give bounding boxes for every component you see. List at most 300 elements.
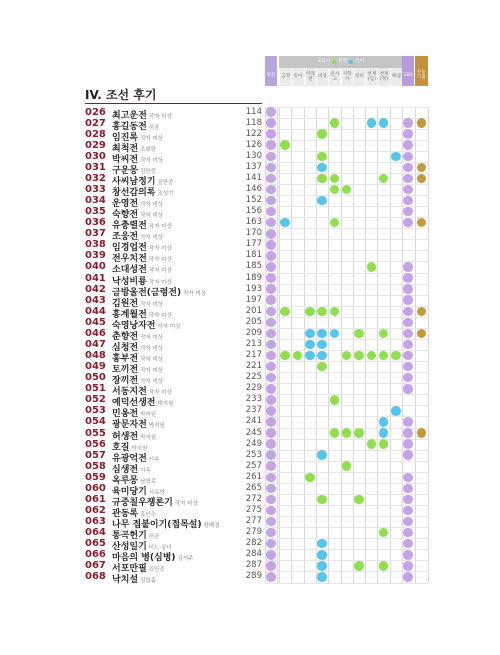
entry-title: 규중칠우쟁론기 [112, 497, 173, 508]
page-number: 229 [245, 383, 262, 394]
category-dot [403, 174, 413, 184]
publisher-column-header: 금성 [279, 68, 291, 86]
toc-row [0, 516, 500, 531]
category-dot [403, 284, 413, 294]
entry-title: 최고운전 [112, 110, 147, 121]
entry-number: 046 [85, 327, 106, 339]
entry-title: 춘향전 [112, 331, 139, 342]
category-dot [330, 218, 340, 228]
entry-title: 옥루몽 [112, 475, 139, 486]
entry-title: 호질 [112, 442, 130, 453]
category-dot [293, 351, 303, 361]
category-dot [305, 473, 315, 483]
entry-number: 036 [85, 217, 106, 229]
grid-line [265, 583, 428, 584]
toc-row [0, 261, 500, 276]
entry-author: 작자 미상 [140, 301, 164, 308]
category-dot [266, 406, 276, 416]
toc-row [0, 128, 500, 143]
category-dot [266, 284, 276, 294]
entry-title: 관동록 [112, 509, 139, 520]
entry-number: 054 [85, 416, 106, 428]
page-number: 233 [245, 394, 262, 405]
entry-author: 김석주 [177, 556, 194, 563]
entry-title: 박씨전 [112, 154, 139, 165]
category-dot [266, 140, 276, 150]
entry-author: 작자 미상 [174, 500, 198, 507]
toc-row [0, 460, 500, 475]
toc-row [0, 449, 500, 464]
page-number: 279 [245, 527, 262, 538]
entry-author: 조성기 [157, 190, 174, 197]
entry-number: 057 [85, 449, 106, 461]
category-dot [403, 439, 413, 449]
page-number: 152 [245, 195, 262, 206]
page-number: 181 [245, 250, 262, 261]
category-dot [417, 118, 427, 128]
toc-row [0, 272, 500, 287]
entry-number: 043 [85, 294, 106, 306]
toc-row [0, 493, 500, 508]
category-dot [367, 262, 377, 272]
category-dot [342, 428, 352, 438]
category-dot [379, 528, 389, 538]
entry-number: 064 [85, 527, 106, 539]
entry-author: 한백겸 [203, 523, 220, 530]
entry-author: 서유영 [148, 489, 165, 496]
category-dot [266, 273, 276, 283]
entry-number: 033 [85, 183, 106, 195]
toc-row [0, 505, 500, 520]
category-dot [403, 484, 413, 494]
category-dot [266, 351, 276, 361]
entry-number: 041 [85, 272, 106, 284]
toc-row [0, 383, 500, 398]
legend-label: 문학 [338, 59, 348, 65]
toc-row [0, 571, 500, 586]
toc-row [0, 538, 500, 553]
entry-number: 053 [85, 405, 106, 417]
entry-author: 허균 [148, 534, 160, 541]
entry-title: 낙치설 [112, 575, 139, 586]
category-dot [280, 307, 290, 317]
toc-row [0, 172, 500, 187]
category-dot [379, 417, 389, 427]
section-title: IV. 조선 후기 [85, 88, 157, 102]
category-dot [403, 450, 413, 460]
entry-number: 047 [85, 338, 106, 350]
page-number: 287 [245, 560, 262, 571]
entry-number: 067 [85, 560, 106, 572]
entry-number: 068 [85, 571, 106, 583]
entry-author: 작자 미상 [140, 135, 164, 142]
category-dot [266, 428, 276, 438]
entry-number: 040 [85, 261, 106, 273]
category-dot [403, 550, 413, 560]
entry-title: 마음의 병(심병) [112, 553, 176, 564]
page-number: 257 [245, 460, 262, 471]
category-dot [403, 428, 413, 438]
category-dot [266, 495, 276, 505]
entry-title: 임경업전 [112, 243, 147, 254]
entry-number: 038 [85, 239, 106, 251]
category-dot [266, 550, 276, 560]
toc-row [0, 250, 500, 265]
publisher-column-header: 천재(정) [377, 68, 389, 86]
page-number: 170 [245, 228, 262, 239]
category-dot [403, 262, 413, 272]
toc-row [0, 117, 500, 132]
entry-author: 허균 [148, 124, 160, 131]
category-dot [266, 318, 276, 328]
page-number: 197 [245, 294, 262, 305]
entry-title: 임진록 [112, 132, 139, 143]
category-dot [367, 118, 377, 128]
category-dot [266, 295, 276, 305]
category-dot [403, 373, 413, 383]
category-dot [417, 329, 427, 339]
category-dot [266, 450, 276, 460]
entry-author: 작자 미상 [148, 113, 172, 120]
entry-title: 조웅전 [112, 232, 139, 243]
entry-number: 030 [85, 150, 106, 162]
category-dot [403, 152, 413, 162]
entry-author: 작자 미상 [140, 368, 164, 375]
page-number: 277 [245, 516, 262, 527]
entry-number: 055 [85, 427, 106, 439]
entry-number: 037 [85, 228, 106, 240]
category-dot [330, 118, 340, 128]
category-dot [367, 351, 377, 361]
entry-author: 남영로 [140, 478, 157, 485]
category-dot [417, 174, 427, 184]
category-dot [266, 329, 276, 339]
category-dot [403, 473, 413, 483]
entry-title-wrap [112, 571, 156, 587]
entry-title: 예덕선생전 [112, 398, 156, 409]
publisher-column-header: 창비 [353, 68, 365, 86]
publisher-column-header: 천재(김) [365, 68, 377, 86]
entry-author: 이옥 [140, 467, 151, 474]
category-dot [403, 417, 413, 427]
entry-number: 035 [85, 206, 106, 218]
toc-row [0, 195, 500, 210]
toc-row [0, 150, 500, 165]
entry-title: 산성일기 [112, 542, 147, 553]
entry-title: 홍길동전 [112, 121, 147, 132]
category-dot [266, 384, 276, 394]
toc-row [0, 106, 500, 121]
category-dot [266, 240, 276, 250]
category-dot [403, 140, 413, 150]
category-dot [403, 129, 413, 139]
entry-author: 작자 미상 [140, 334, 164, 341]
category-dot [266, 107, 276, 117]
category-dot [266, 262, 276, 272]
publisher-column-header: 신사고 [328, 68, 340, 86]
category-dot [266, 129, 276, 139]
publisher-column-header: 지학사 [341, 68, 353, 86]
category-dot [330, 174, 340, 184]
column-group-header [279, 56, 402, 68]
category-dot [266, 572, 276, 582]
toc-row [0, 405, 500, 420]
entry-number: 039 [85, 250, 106, 262]
category-dot [354, 351, 364, 361]
category-dot [354, 329, 364, 339]
category-dot [403, 273, 413, 283]
entry-author: 작자 미상 [140, 357, 164, 364]
toc-row [0, 139, 500, 154]
page-number: 189 [245, 272, 262, 283]
toc-row [0, 206, 500, 221]
page-number: 205 [245, 316, 262, 327]
legend-dot [349, 60, 353, 64]
entry-title: 허생전 [112, 431, 139, 442]
category-dot [330, 329, 340, 339]
entry-title: 흥부전 [112, 354, 139, 365]
page-number: 163 [245, 217, 262, 228]
publisher-column-header: 비상 [316, 68, 328, 86]
entry-number: 049 [85, 361, 106, 373]
category-dot [317, 572, 327, 582]
entry-author: 작자 미상 [140, 379, 164, 386]
category-dot [317, 561, 327, 571]
entry-number: 034 [85, 195, 106, 207]
toc-row [0, 183, 500, 198]
category-dot [403, 495, 413, 505]
page-number: 289 [245, 571, 262, 582]
entry-title: 서포만필 [112, 564, 147, 575]
page-number: 177 [245, 239, 262, 250]
category-dot [266, 528, 276, 538]
entry-title: 운영전 [112, 199, 139, 210]
column-header-right2 [415, 56, 428, 86]
entry-author: 작자 미상 [148, 390, 172, 397]
entry-title: 유광억전 [112, 453, 147, 464]
entry-author: 작자 미상 [148, 268, 172, 275]
entry-author: 작자 미상 [148, 224, 172, 231]
entry-title: 광문자전 [112, 420, 147, 431]
category-dot [266, 118, 276, 128]
entry-title: 심생전 [112, 464, 139, 475]
category-dot [305, 329, 315, 339]
page-number: 261 [245, 471, 262, 482]
category-dot [379, 351, 389, 361]
category-dot [379, 428, 389, 438]
category-dot [330, 307, 340, 317]
category-dot [403, 163, 413, 173]
toc-row [0, 482, 500, 497]
category-dot [266, 461, 276, 471]
legend-label: 국어 [355, 59, 365, 65]
page-number: 272 [245, 493, 262, 504]
category-dot [266, 395, 276, 405]
entry-title: 홍계월전 [112, 309, 147, 320]
entry-author: 작자 미상 [183, 290, 207, 297]
toc-row [0, 416, 500, 431]
entry-author: 홍인우 [140, 512, 157, 519]
entry-number: 029 [85, 139, 106, 151]
entry-title: 유충렬전 [112, 221, 147, 232]
toc-row [0, 549, 500, 564]
category-dot [266, 417, 276, 427]
category-dot [305, 340, 315, 350]
entry-number: 026 [85, 106, 106, 118]
entry-author: 작자 미상 [140, 202, 164, 209]
entry-number: 063 [85, 516, 106, 528]
entry-number: 060 [85, 482, 106, 494]
entry-title: 금방울전(금령전) [112, 287, 182, 298]
category-dot [266, 174, 276, 184]
entry-number: 052 [85, 394, 106, 406]
page-number: 213 [245, 338, 262, 349]
category-dot [266, 152, 276, 162]
entry-author: 작자 미상 [140, 345, 164, 352]
category-dot [354, 561, 364, 571]
category-dot [379, 329, 389, 339]
entry-number: 065 [85, 538, 106, 550]
toc-row [0, 283, 500, 298]
entry-title: 전우치전 [112, 254, 147, 265]
column-header-right2-label: 수능 기출 [416, 69, 426, 80]
category-dot [403, 196, 413, 206]
page-number: 225 [245, 372, 262, 383]
category-dot [403, 318, 413, 328]
entry-author: 박지원 [140, 412, 157, 419]
category-dot [266, 506, 276, 516]
entry-number: 061 [85, 493, 106, 505]
entry-number: 045 [85, 316, 106, 328]
entry-title: 육미당기 [112, 486, 147, 497]
category-dot [317, 362, 327, 372]
entry-number: 050 [85, 372, 106, 384]
page-number: 284 [245, 549, 262, 560]
column-header-right [402, 56, 414, 86]
page-number: 141 [245, 172, 262, 183]
toc-row [0, 427, 500, 442]
category-dot [403, 384, 413, 394]
toc-row [0, 316, 500, 331]
legend-dot [332, 60, 336, 64]
category-dot [417, 428, 427, 438]
page-number: 275 [245, 505, 262, 516]
entry-author: 조위한 [140, 146, 157, 153]
page-number: 241 [245, 416, 262, 427]
category-dot [266, 185, 276, 195]
category-dot [391, 152, 401, 162]
column-header-right-label: EBS [403, 72, 413, 78]
entry-author: 박지원 [140, 434, 157, 441]
category-dot [403, 572, 413, 582]
toc-row [0, 560, 500, 575]
toc-row [0, 239, 500, 254]
entry-title: 숙영낭자전 [112, 320, 156, 331]
publisher-column-header: 동아 [291, 68, 303, 86]
toc-row [0, 350, 500, 365]
category-dot [266, 340, 276, 350]
page-number: 237 [245, 405, 262, 416]
entry-author: 작자 미상 [140, 157, 164, 164]
entry-number: 059 [85, 471, 106, 483]
category-dot [391, 406, 401, 416]
category-dot [266, 218, 276, 228]
column-header-left-label: 원문 [266, 72, 276, 78]
category-dot [342, 351, 352, 361]
category-dot [266, 229, 276, 239]
toc-row [0, 361, 500, 376]
category-dot [280, 140, 290, 150]
entry-author: 김창흡 [140, 578, 157, 585]
category-dot [266, 251, 276, 261]
page-number: 146 [245, 183, 262, 194]
category-dot [379, 174, 389, 184]
page-number: 126 [245, 139, 262, 150]
page-number: 217 [245, 350, 262, 361]
page-number: 130 [245, 150, 262, 161]
category-dot [317, 539, 327, 549]
entry-author: 김만중 [140, 168, 157, 175]
entry-number: 062 [85, 505, 106, 517]
entry-title: 민옹전 [112, 409, 139, 420]
category-dot [317, 550, 327, 560]
category-dot [280, 218, 290, 228]
category-dot [317, 129, 327, 139]
page-number: 209 [245, 327, 262, 338]
category-dot [403, 351, 413, 361]
category-dot [266, 439, 276, 449]
entry-author: 박지원 [131, 445, 148, 452]
category-dot [266, 561, 276, 571]
entry-title: 숙향전 [112, 210, 139, 221]
category-dot [403, 561, 413, 571]
category-dot [317, 152, 327, 162]
entry-number: 042 [85, 283, 106, 295]
page-number: 245 [245, 427, 262, 438]
entry-title: 통곡헌기 [112, 531, 147, 542]
entry-number: 058 [85, 460, 106, 472]
entry-title: 서동지전 [112, 387, 147, 398]
category-dot [403, 329, 413, 339]
toc-row [0, 471, 500, 486]
entry-author: 작자 미상 [140, 235, 164, 242]
entry-number: 044 [85, 305, 106, 317]
entry-author: 작자 미상 [140, 213, 164, 220]
category-dot [330, 428, 340, 438]
category-dot [403, 539, 413, 549]
category-dot [317, 307, 327, 317]
category-dot [342, 185, 352, 195]
toc-row [0, 527, 500, 542]
page-number: 185 [245, 261, 262, 272]
category-dot [403, 307, 413, 317]
category-dot [266, 373, 276, 383]
page-number: 156 [245, 206, 262, 217]
toc-row [0, 394, 500, 409]
page-number: 114 [245, 106, 262, 117]
category-dot [403, 340, 413, 350]
entry-author: 작자 미상 [157, 323, 181, 330]
page-number: 282 [245, 538, 262, 549]
page-number: 193 [245, 283, 262, 294]
category-dot [354, 495, 364, 505]
entry-number: 051 [85, 383, 106, 395]
category-dot [317, 450, 327, 460]
category-dot [417, 218, 427, 228]
category-dot [266, 196, 276, 206]
entry-author: 박지원 [157, 401, 174, 408]
category-dot [403, 528, 413, 538]
